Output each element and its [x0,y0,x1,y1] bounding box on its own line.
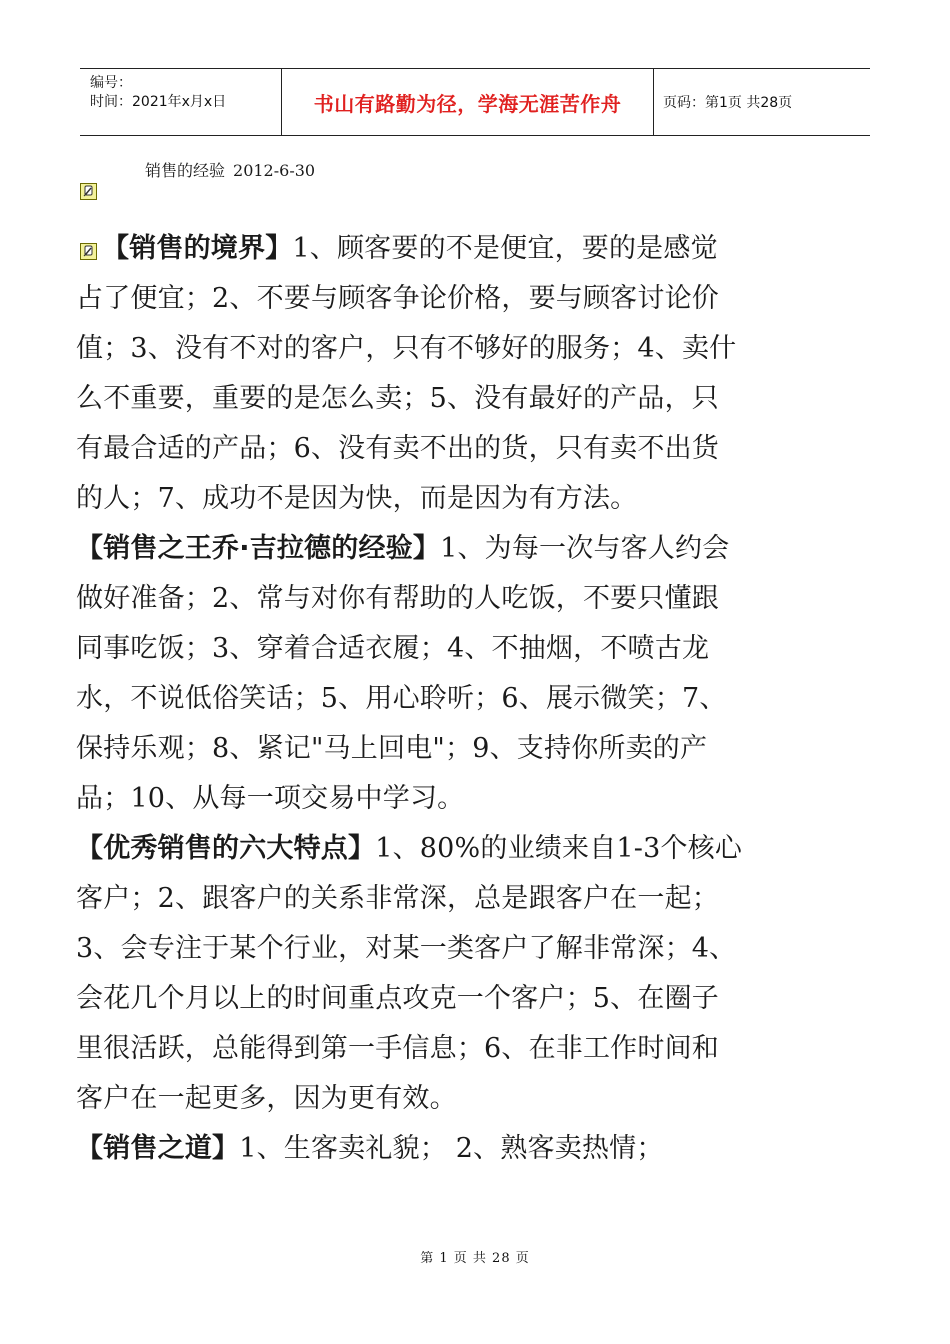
document-title: 销售的经验 [145,161,226,180]
page-header [80,68,870,136]
section-heading: 【销售之王乔·吉拉德的经验】 [76,533,441,564]
document-title-line [145,160,315,182]
section-text: 1、为每一次与客人约会做好准备；2、常与对你有帮助的人吃饭，不要只懂跟同事吃饭；3、穿着合适衣履；4、不抽烟，不喷古龙水，不说低俗笑话；5、用心聆听；6、展示微笑；7、保持乐观；8、紧记"马上回电"；9、支持你所卖的产品；10、从每一项交易中学习。 [76,533,730,814]
section-text: 1、生客卖礼貌； 2、熟客卖热情； [239,1133,664,1164]
section-heading: 【销售之道】 [76,1133,240,1164]
section-paragraph [76,524,744,824]
section-paragraph [76,224,744,524]
link-icon[interactable] [80,183,97,200]
header-motto: 书山有路勤为径，学海无涯苦作舟 [313,91,622,116]
header-number-label: 编号： [90,75,132,91]
page-footer: 第 1 页 共 28 页 [420,1251,530,1266]
section-text: 1、80%的业绩来自1-3个核心客户；2、跟客户的关系非常深，总是跟客户在一起；3、会专注于某个行业，对某一类客户了解非常深；4、会花几个月以上的时间重点攻克一个客户；5、在圈子里很活跃，总能得到第一手信息；6、在非工作时间和客户在一起更多，因为更有效。 [76,833,743,1114]
section-heading: 【销售的境界】 [102,233,293,264]
header-time-label: 时间：2021年x月x日 [90,94,227,110]
section-text: 1、顾客要的不是便宜，要的是感觉占了便宜；2、不要与顾客争论价格，要与顾客讨论价值；3、没有不对的客户，只有不够好的服务；4、卖什么不重要，重要的是怎么卖；5、没有最好的产品，只有最合适的产品；6、没有卖不出的货，只有卖不出货的人；7、成功不是因为快，而是因为有方法。 [76,233,737,514]
document-body [76,224,744,1174]
header-page-info: 页码：第1页 共28页 [663,95,793,111]
header-meta [90,74,226,112]
header-divider [653,69,654,135]
section-heading: 【优秀销售的六大特点】 [76,833,376,864]
document-date: 2012-6-30 [233,161,316,180]
section-paragraph [76,1124,744,1174]
section-paragraph [76,824,744,1124]
